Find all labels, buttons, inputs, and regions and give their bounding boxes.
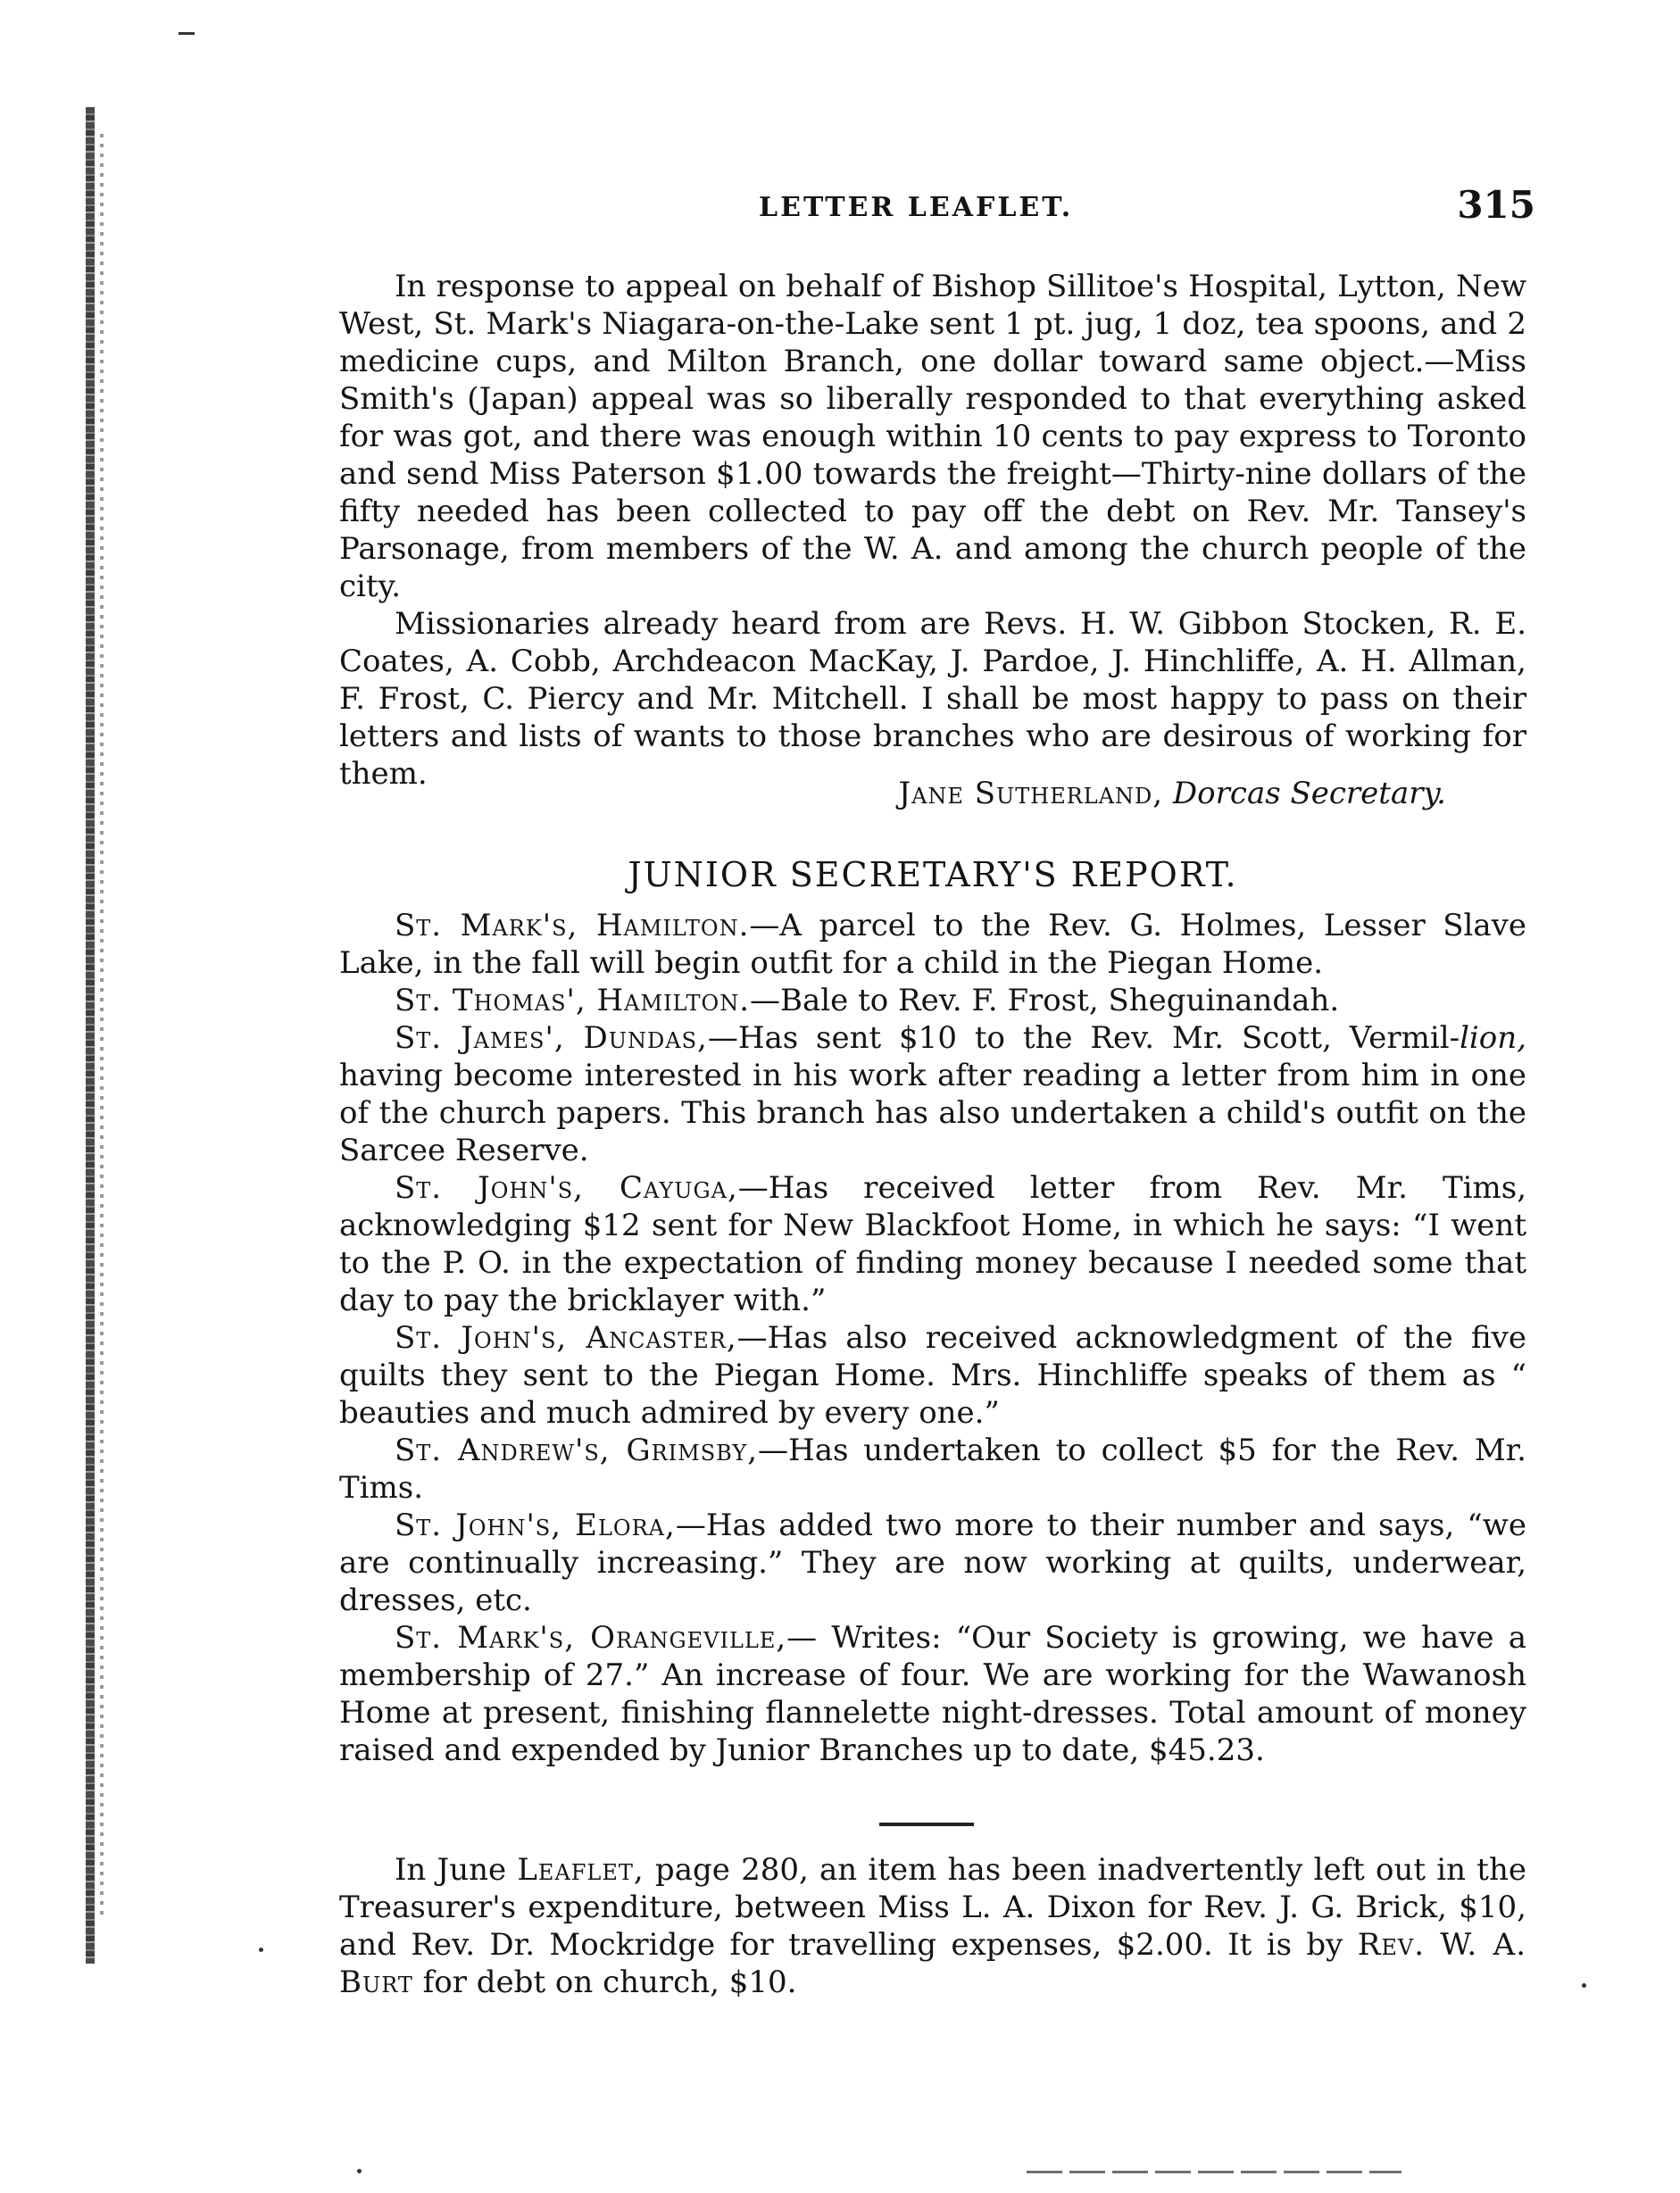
errata-note	[339, 1851, 1526, 2001]
entry-text: —Has sent $10 to the Rev. Mr. Scott, Vermil-	[707, 1020, 1460, 1056]
report-entry	[339, 1619, 1526, 1769]
paragraph: Missionaries already heard from are Revs. H. W. Gibbon Stocken, R. E. Coates, A. Cobb, Archdeacon MacKay, J. Pardoe, J. Hinchliffe, A. H. Allman, F. Frost, C. Piercy and Mr. Mitchell. I shall be most happy to pass on their letters and lists of wants to those branches who are desirous of working for them.	[339, 606, 1526, 792]
report-entry	[339, 982, 1526, 1019]
entry-text: —A parcel to the Rev. G. Holmes, Lesser Slave Lake, in the fall will begin outfit for a child in the Piegan Home.	[339, 908, 1526, 981]
branch-name: St. Thomas', Hamilton.	[395, 983, 751, 1018]
branch-name: St. James', Dundas,	[395, 1020, 708, 1056]
binding-edge-shadow	[100, 134, 104, 1919]
entry-text: — Writes: “Our Society is growing, we have a membership of 27.” An increase of four. We are working for the Wawanosh Home at present, finishing flannelette night-dresses. Total amount of money raised and expended by Junior Branches up to date, $45.23.	[339, 1620, 1526, 1768]
report-entry	[339, 1507, 1526, 1619]
report-entry	[339, 907, 1526, 982]
scan-mark	[179, 32, 195, 35]
running-head: LETTER LEAFLET.	[759, 192, 1074, 223]
branch-name: St. Andrew's, Grimsby,	[395, 1433, 759, 1468]
errata-text: for debt on church, $10.	[412, 1965, 797, 2000]
junior-report-text	[339, 907, 1526, 1769]
paragraph: In response to appeal on behalf of Bishop Sillitoe's Hospital, Lytton, New West, St. Mark's Niagara-on-the-Lake sent 1 pt. jug, 1 doz, tea spoons, and 2 medicine cups, and Milton Branch, one dollar toward same object.—Miss Smith's (Japan) appeal was so liberally responded to that everything asked for was got, and there was enough within 10 cents to pay express to Toronto and send Miss Paterson $1.00 towards the freight—Thirty-nine dollars of the fifty needed has been collected to pay off the debt on Rev. Mr. Tansey's Parsonage, from members of the W. A. and among the church people of the city.	[339, 269, 1526, 604]
branch-name: St. Mark's, Orangeville,	[395, 1620, 787, 1656]
page-number: 315	[1457, 183, 1535, 227]
report-entry	[339, 1432, 1526, 1507]
page-header	[339, 183, 1535, 245]
signature-title: Dorcas Secretary.	[1172, 776, 1446, 811]
branch-name: St. John's, Cayuga,	[395, 1170, 738, 1206]
section-divider	[879, 1823, 974, 1826]
entry-text: —Has also received acknowledgment of the five quilts they sent to the Piegan Home. Mrs. Hinchliffe speaks of them as “ beauties and much admired by every one.”	[339, 1320, 1526, 1431]
report-entry	[339, 1019, 1526, 1169]
entry-text: —Has added two more to their number and says, “we are continually increasing.” They are now working at quilts, underwear, dresses, etc.	[339, 1508, 1527, 1618]
entry-text-italic: lion,	[1460, 1020, 1526, 1056]
entry-text: having become interested in his work after reading a letter from him in one of the church papers. This branch has also undertaken a child's outfit on the Sarcee Reserve.	[339, 1058, 1526, 1168]
signature-name: Jane Sutherland,	[898, 776, 1164, 811]
scan-speck	[357, 2169, 362, 2173]
branch-name: St. John's, Elora,	[395, 1508, 676, 1543]
errata-paragraph	[339, 1851, 1526, 2001]
signature	[339, 775, 1446, 812]
branch-name: St. John's, Ancaster,	[395, 1320, 737, 1356]
entry-text: —Has received letter from Rev. Mr. Tims, acknowledging $12 sent for New Blackfoot Home, in which he says: “I went to the P. O. in the expectation of finding money because I needed some that day to pay the bricklayer with.”	[339, 1170, 1527, 1318]
report-entry	[339, 1319, 1526, 1432]
errata-leaflet: Leaflet,	[517, 1852, 645, 1888]
scan-speck	[1582, 1983, 1586, 1988]
section-heading: JUNIOR SECRETARY'S REPORT.	[628, 855, 1238, 894]
dorcas-report-text	[339, 268, 1526, 793]
errata-text: page 280, an item has been inadvertently left out in the Treasurer's expenditure, between Miss L. A. Dixon for Rev. J. G. Brick, $10, and Rev. Dr. Mockridge for travelling expenses, $2.00. It is by	[339, 1852, 1526, 1963]
errata-text: In June	[395, 1852, 518, 1888]
entry-text: —Has undertaken to collect $5 for the Rev. Mr. Tims.	[339, 1433, 1526, 1506]
scan-speck	[259, 1948, 263, 1952]
errata-name: Rev. W. A. Burt	[339, 1927, 1526, 2000]
branch-name: St. Mark's, Hamilton.	[395, 908, 750, 943]
binding-edge	[86, 107, 95, 1964]
report-entry	[339, 1169, 1526, 1319]
entry-text: —Bale to Rev. F. Frost, Sheguinandah.	[750, 983, 1340, 1018]
page-foot-rule	[1027, 2171, 1401, 2173]
